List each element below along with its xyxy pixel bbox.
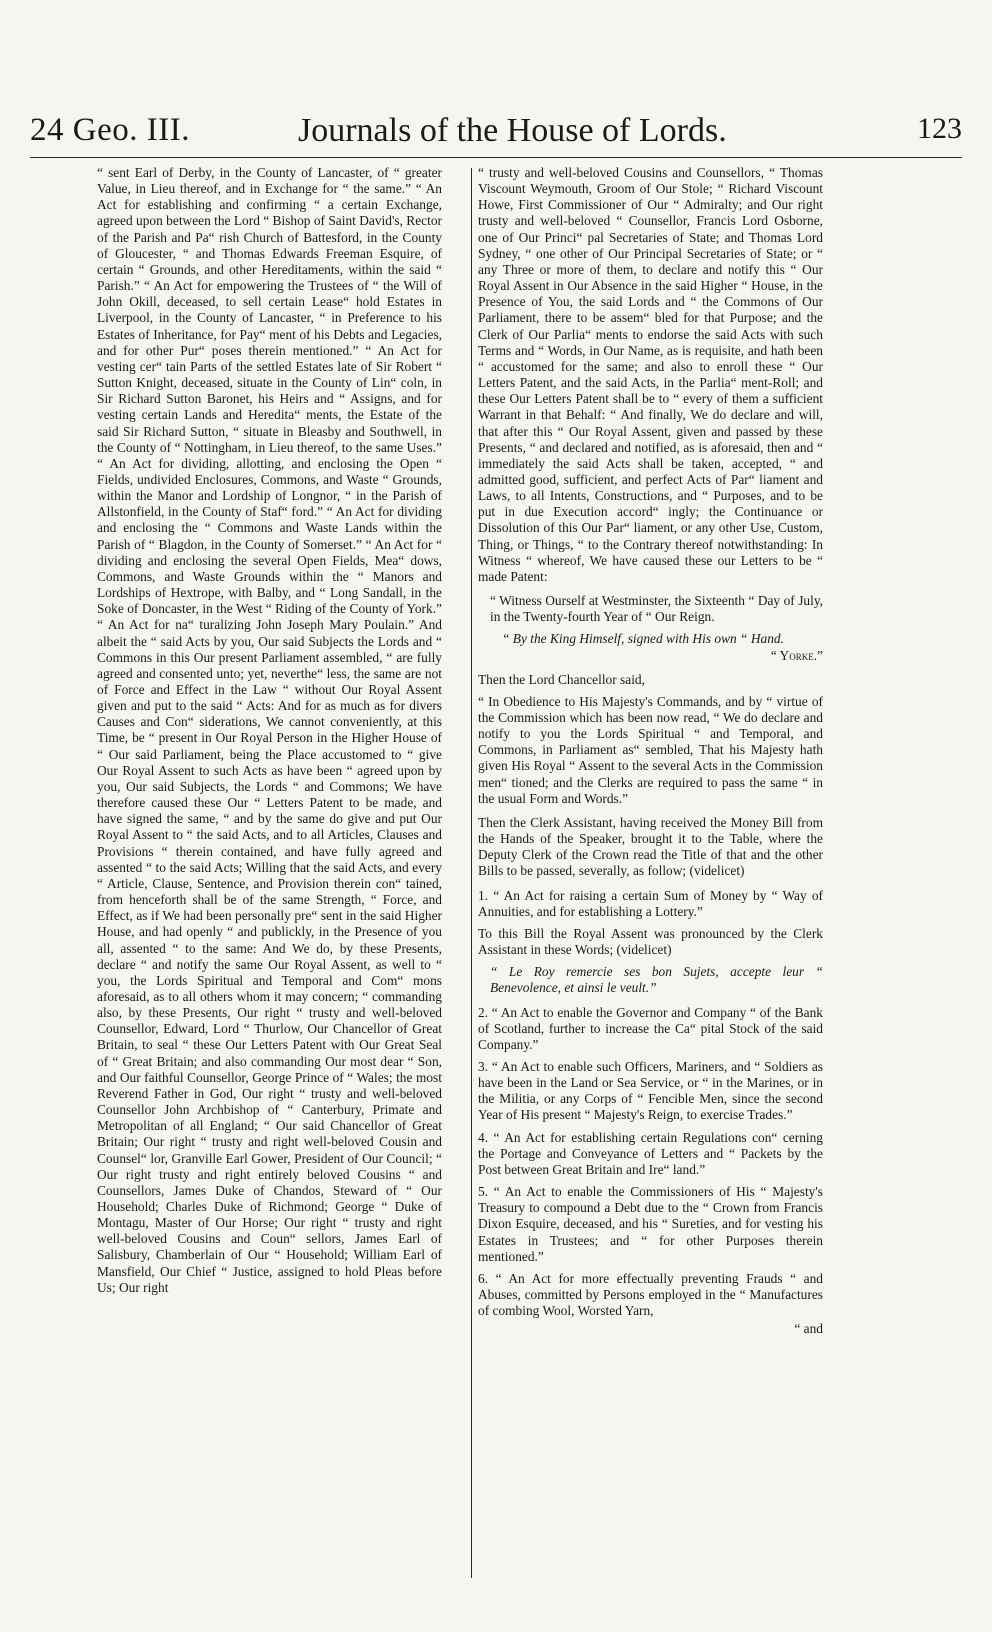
witness-clause: “ Witness Ourself at Westminster, the Sixteenth “ Day of July, in the Twenty-fourth Year of “ Our Reign. [490, 593, 823, 625]
left-column [97, 165, 442, 1302]
journal-title: Journals of the House of Lords. [298, 112, 727, 149]
page-header [30, 112, 962, 156]
act-6: 6. “ An Act for more effectually preventing Frauds “ and Abuses, committed by Persons employed in the “ Manufactures of combing Wool, Worsted Yarn, [478, 1270, 823, 1319]
act-2: 2. “ An Act to enable the Governor and Company “ of the Bank of Scotland, further to increase the Ca“ pital Stock of the said Company.” [478, 1004, 823, 1052]
chancellor-speech: “ In Obedience to His Majesty's Commands, and by “ virtue of the Commission which has been now read, “ We do declare and notify to you the Lords Spiritual “ and Temporal, and Commons, in Parliament as“ sembled, That his Majesty hath given His Royal “ Assent to the several Acts in the Commission men“ tioned; and the Clerks are required to pass the same “ in the usual Form and Words.” [478, 693, 823, 806]
signed-clause: “ By the King Himself, signed with His own “ Hand. [502, 631, 784, 647]
right-column [478, 165, 823, 1337]
commission-continuation: “ trusty and well-beloved Cousins and Counsellors, “ Thomas Viscount Weymouth, Groom of Our Stole; “ Richard Viscount Howe, First Commissioner of Our “ Admiralty; and Our right trusty and well-beloved “ Counsellor, Francis Lord Osborne, one of Our Princi“ pal Secretaries of State; and Thomas Lord Sydney, “ one other of Our Principal Secretaries of State; or “ any Three or more of them, to declare and notify this “ Our Royal Assent in Our Absence in the said Higher “ House, in the Presence of You, the said Lords and “ the Commons of Our Parliament, there to be assem“ bled for that Purpose; and the Clerk of Our Parlia“ ments to endorse the said Acts with such Terms and “ Words, in Our Name, as is requisite, and hath been “ accustomed for the same; and also to enroll these “ Our Letters Patent, and the said Acts, in the Parlia“ ment-Roll; and these Our Letters Patent shall be to “ every of them a sufficient Warrant in that Behalf: “ And finally, We do declare and will, that after this “ Our Royal Assent, given and passed by these Presents, “ and declared and notified, as is aforesaid, then and “ immediately the said Acts shall be taken, accepted, “ and admitted good, sufficient, and perfect Acts of Par“ liament and Laws, to all Intents, Constructions, and “ Purposes, and to be put in due Execution accord“ ingly; the Continuance or Dissolution of this Our Par“ liament, or any other Use, Custom, Thing, or Things, “ to the Contrary thereof notwithstanding: In Witness “ whereof, We have caused these our Letters to be “ made Patent: [478, 165, 823, 584]
chancellor-intro: Then the Lord Chancellor said, [478, 671, 645, 687]
page-number: 123 [917, 112, 962, 145]
regnal-year: 24 Geo. III. [30, 112, 190, 148]
act-3: 3. “ An Act to enable such Officers, Mariners, and “ Soldiers as have been in the Land or Sea Service, or “ in the Marines, or in the Militia, or any Corps of “ Fencible Men, since the second Year of His present “ Majesty's Reign, to exercise Trades.” [478, 1058, 823, 1123]
act-1: 1. “ An Act for raising a certain Sum of Money by “ Way of Annuities, and for establishing a Lottery.” [478, 887, 823, 919]
column-divider [471, 168, 472, 1578]
header-rule [30, 157, 962, 158]
signature: “ Yorke.” [770, 647, 823, 663]
act-5: 5. “ An Act to enable the Commissioners of His “ Majesty's Treasury to compound a Debt due to the “ Crown from Francis Dixon Esquire, deceased, and his “ Sureties, and for vesting his Estates in Trustees; and “ for other Purposes therein mentioned.” [478, 1184, 823, 1264]
act-4: 4. “ An Act for establishing certain Regulations con“ cerning the Portage and Conveyance of Letters and “ Packets by the Post between Great Britain and Ire“ land.” [478, 1129, 823, 1177]
assent-words: “ Le Roy remercie ses bon Sujets, accepte leur “ Benevolence, et ainsi le veult.” [490, 964, 823, 996]
clerk-paragraph: Then the Clerk Assistant, having received the Money Bill from the Hands of the Speaker, brought it to the Table, where the Deputy Clerk of the Crown read the Title of that and the other Bills to be passed, severally, as follow; (videlicet) [478, 814, 823, 879]
left-column-text: “ sent Earl of Derby, in the County of Lancaster, of “ greater Value, in Lieu thereof, and in Exchange for “ the same.” “ An Act for establishing and confirming “ a certain Exchange, agreed upon between the Lord “ Bishop of Saint David's, Rector of the Parish and Pa“ rish Church of Battesford, in the County of Gloucester, “ and Thomas Edwards Freeman Esquire, of certain “ Grounds, and other Hereditaments, within the said “ Parish.” “ An Act for empowering the Trustees of “ the Will of John Okill, deceased, to sell certain Lease“ hold Estates in Liverpool, in the County of Lancaster, “ in Preference to his Estates of Inheritance, for Pay“ ment of his Debts and Legacies, and for other Pur“ poses therein mentioned.” “ An Act for vesting cer“ tain Parts of the settled Estates late of Sir Robert “ Sutton Knight, deceased, situate in the County of Lin“ coln, in Sir Richard Sutton Baronet, his Heirs and “ Assigns, and for vesting certain Lands and Heredita“ ments, the Estate of the said Sir Richard Sutton, “ situate in Bleasby and Southwell, in the County of “ Nottingham, in Lieu thereof, to the same Uses.” “ An Act for dividing, allotting, and enclosing the Open “ Fields, undivided Enclosures, Commons, and Waste “ Grounds, within the Manor and Lordship of Longnor, “ in the Parish of Allstonfield, in the County of Staf“ ford.” “ An Act for dividing and enclosing the “ Commons and Waste Lands within the Parish of “ Blagdon, in the County of Somerset.” “ An Act for “ dividing and enclosing the several Open Fields, Mea“ dows, Commons, and Waste Grounds within the “ Manors and Lordships of Hextrope, with Balby, and “ Long Sandall, in the Soke of Doncaster, in the West “ Riding of the County of York.” “ An Act for na“ turalizing John Joseph Mary Poulain.” And albeit the “ said Acts by you, Our said Subjects the Lords and “ Commons in this Our present Parliament assembled, “ are fully agreed and consented unto; yet, neverthe“ less, the same are not of Force and Effect in the Law “ without Our Royal Assent given and put to the said “ Acts: And for as much as for divers Causes and Con“ siderations, We cannot conveniently, at this Time, be “ present in Our Royal Person in the Higher House of “ Our said Parliament, being the Place accustomed to “ give Our Royal Assent to such Acts as have been “ agreed upon by you, Our said Subjects, the Lords “ and Commons; We have therefore caused these Our “ Letters Patent to be made, and have signed the same, “ and by the same do give and put Our Royal Assent to “ the said Acts, and to all Articles, Clauses and Provisions “ therein contained, and have fully agreed and assented “ to the said Acts; Willing that the said Acts, and every “ Article, Clause, Sentence, and Provision therein con“ tained, from henceforth shall be of the same Strength, “ Force, and Effect, as if We had been personally pre“ sent in the said Higher House, and had openly “ and publickly, in the Presence of you all, assented “ to the same: And We do, by these Presents, declare “ and notify the same Our Royal Assent, as well to “ you, the Lords Spiritual and Temporal and Com“ mons aforesaid, as to all others whom it may concern; “ commanding also, by these Presents, Our right “ trusty and well-beloved Counsellor, Edward, Lord “ Thurlow, Our Chancellor of Great Britain, to seal “ these Our Letters Patent with Our Great Seal of “ Great Britain; and also commanding Our most dear “ Son, and Our faithful Counsellor, George Prince of “ Wales; the most Reverend Father in God, Our right “ trusty and well-beloved Counsellor John Archbishop of “ Canterbury, Primate and Metropolitan of all England; “ Our said Chancellor of Great Britain; Our right “ trusty and right well-beloved Cousin and Counsel“ lor, Granville Earl Gower, President of Our Council; “ Our right trusty and right entirely beloved Cousins “ and Counsellors, James Duke of Chandos, Steward of “ Our Household; Charles Duke of Richmond; George “ Duke of Montagu, Master of Our Horse; Our right “ trusty and right well-beloved Cousins and Coun“ sellors, James Earl of Salisbury, Chamberlain of Our “ Household; William Earl of Mansfield, Our Chief “ Justice, assigned to hold Pleas before Us; Our right [97, 165, 442, 1295]
assent-intro: To this Bill the Royal Assent was pronounced by the Clerk Assistant in these Words; (videlicet) [478, 925, 823, 958]
catchword: “ and [794, 1321, 823, 1337]
